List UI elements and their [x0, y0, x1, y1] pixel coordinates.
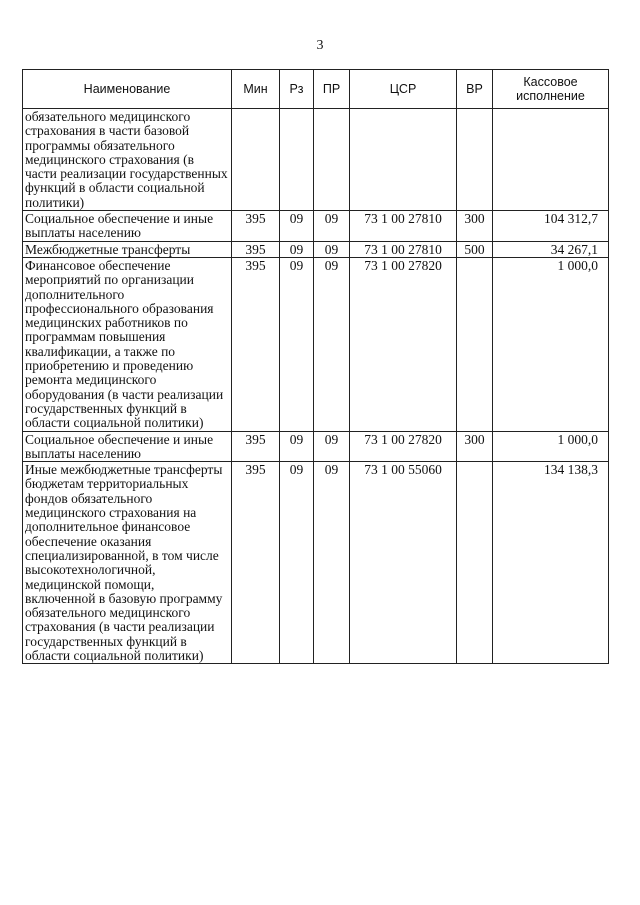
- table-row: [23, 257, 609, 431]
- row-amount: [493, 109, 609, 211]
- row-name: Социальное обеспечение и иные выплаты населению: [23, 211, 232, 242]
- row-csr: 73 1 00 27810: [350, 211, 457, 242]
- row-csr: 73 1 00 27820: [350, 431, 457, 462]
- row-pr: 09: [314, 257, 350, 431]
- header-csr: ЦСР: [350, 70, 457, 109]
- row-rz: 09: [280, 431, 314, 462]
- header-rz: Рз: [280, 70, 314, 109]
- header-cash-execution: Кассовое исполнение: [493, 70, 609, 109]
- row-pr: 09: [314, 462, 350, 664]
- header-name: Наименование: [23, 70, 232, 109]
- row-pr: 09: [314, 241, 350, 257]
- table-row: [23, 241, 609, 257]
- header-vr: ВР: [457, 70, 493, 109]
- row-vr: 300: [457, 211, 493, 242]
- row-pr: 09: [314, 431, 350, 462]
- table-row: [23, 109, 609, 211]
- row-min: 395: [232, 211, 280, 242]
- row-vr: 300: [457, 431, 493, 462]
- row-amount: 1 000,0: [493, 431, 609, 462]
- row-rz: 09: [280, 257, 314, 431]
- row-rz: 09: [280, 462, 314, 664]
- row-csr: 73 1 00 27810: [350, 241, 457, 257]
- row-rz: 09: [280, 211, 314, 242]
- row-amount: 34 267,1: [493, 241, 609, 257]
- row-amount: 1 000,0: [493, 257, 609, 431]
- table-row: [23, 211, 609, 242]
- row-pr: 09: [314, 211, 350, 242]
- row-amount: 134 138,3: [493, 462, 609, 664]
- row-name: Финансовое обеспечение мероприятий по организации дополнительного профессионального образования медицинских работников по программам повышения квалификации, а также по приобретению и проведению ремонта медицинского оборудования (в части реализации государственных функций в области социальной политики): [23, 257, 232, 431]
- row-min: [232, 109, 280, 211]
- row-vr: [457, 109, 493, 211]
- row-rz: 09: [280, 241, 314, 257]
- table-row: [23, 462, 609, 664]
- header-pr: ПР: [314, 70, 350, 109]
- row-csr: [350, 109, 457, 211]
- row-pr: [314, 109, 350, 211]
- row-name: Социальное обеспечение и иные выплаты населению: [23, 431, 232, 462]
- row-min: 395: [232, 462, 280, 664]
- budget-execution-table: [22, 69, 609, 664]
- row-min: 395: [232, 431, 280, 462]
- header-min: Мин: [232, 70, 280, 109]
- row-vr: [457, 462, 493, 664]
- row-csr: 73 1 00 55060: [350, 462, 457, 664]
- row-vr: 500: [457, 241, 493, 257]
- row-name: Иные межбюджетные трансферты бюджетам территориальных фондов обязательного медицинского страхования на дополнительное финансовое обеспечение оказания специализированной, в том числе высокотехнологичной, медицинской помощи, включенной в базовую программу обязательного медицинского страхования (в части реализации государственных функций в области социальной политики): [23, 462, 232, 664]
- table-header-row: [23, 70, 609, 109]
- row-rz: [280, 109, 314, 211]
- page-number: 3: [316, 38, 324, 53]
- row-min: 395: [232, 241, 280, 257]
- row-vr: [457, 257, 493, 431]
- row-min: 395: [232, 257, 280, 431]
- table-row: [23, 431, 609, 462]
- row-name: Межбюджетные трансферты: [23, 241, 232, 257]
- row-amount: 104 312,7: [493, 211, 609, 242]
- row-name: обязательного медицинского страхования в части базовой программы обязательного медицинского страхования (в части реализации государственных функций в области социальной политики): [23, 109, 232, 211]
- row-csr: 73 1 00 27820: [350, 257, 457, 431]
